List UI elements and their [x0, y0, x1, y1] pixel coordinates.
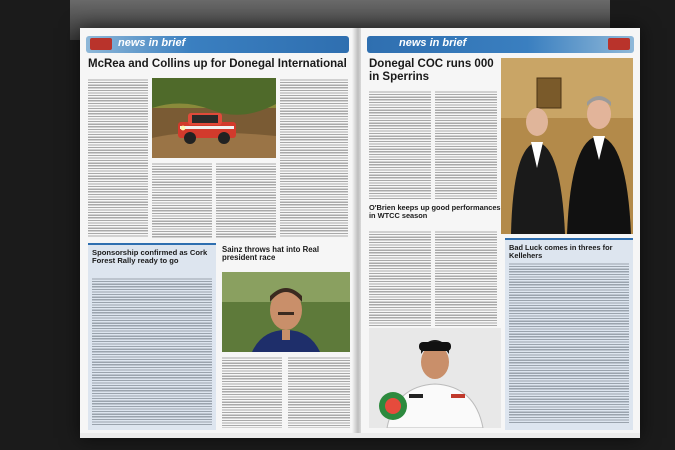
magazine-logo	[90, 38, 112, 50]
photo-caption-column-2	[216, 162, 276, 238]
sainz-text-column-2	[288, 356, 350, 428]
sainz-text-column-1	[222, 356, 282, 428]
magazine-spread	[80, 28, 640, 438]
text-column-intro	[88, 78, 148, 238]
sponsorship-panel	[88, 243, 216, 430]
sponsorship-headline: Sponsorship confirmed as Cork Forest Rally ready to go	[92, 248, 208, 265]
kellehers-panel	[505, 238, 633, 430]
magazine-logo-right	[608, 38, 630, 50]
headline-right: Donegal COC runs 000 in Sperrins	[369, 58, 494, 83]
section-label-left: news in brief	[118, 37, 186, 49]
kellehers-text	[509, 262, 629, 424]
sponsorship-text	[92, 277, 212, 425]
sainz-portrait-photo	[222, 272, 350, 352]
right-page	[361, 28, 640, 433]
rally-car-photo	[152, 78, 276, 158]
photo-caption-column-1	[152, 162, 212, 238]
headline-left: McRea and Collins up for Donegal International	[88, 58, 347, 70]
officials-photo	[501, 58, 633, 234]
sainz-headline: Sainz throws hat into Real president race	[222, 245, 320, 263]
driver-photo	[369, 328, 501, 428]
obrien-text-column-2	[435, 230, 497, 326]
section-banner-left	[86, 36, 349, 53]
obrien-headline: O'Brien keeps up good performances in WTCC season	[369, 203, 501, 220]
coc-text-column-1	[369, 90, 431, 200]
obrien-text-column-1	[369, 230, 431, 326]
kellehers-headline: Bad Luck comes in threes for Kellehers	[509, 243, 613, 260]
text-column-right	[280, 78, 348, 238]
coc-text-column-2	[435, 90, 497, 200]
section-banner-right	[367, 36, 634, 53]
left-page	[80, 28, 355, 433]
section-label-right: news in brief	[399, 37, 467, 49]
